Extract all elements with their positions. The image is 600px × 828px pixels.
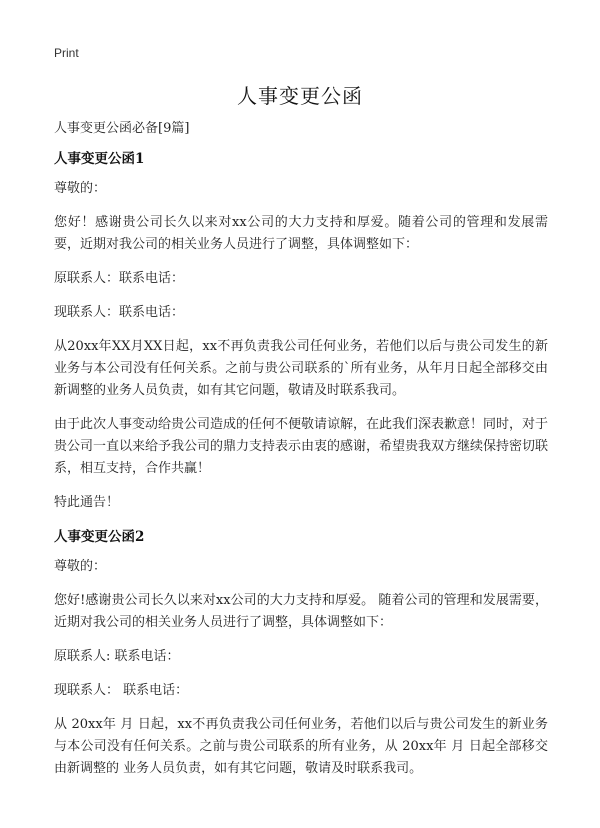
document-body: [54, 118, 548, 792]
print-label: Print: [54, 46, 79, 60]
paragraph: 从 20xx年 月 日起，xx不再负责我公司任何业务，若他们以后与贵公司发生的新业务与本公司没有任何关系。之前与贵公司联系的所有业务，从 20xx年 月 日起全部移交由新调整的 业务人员负责，如有其它问题，敬请及时联系我司。: [54, 717, 548, 776]
letter-section-1: [54, 148, 548, 514]
letter-section-2: [54, 526, 548, 780]
original-contact-line: 原联系人：联系电话：: [54, 271, 185, 286]
document-subtitle: 人事变更公函必备[9篇]: [54, 121, 190, 136]
page-title: 人事变更公函: [237, 84, 363, 108]
greeting: 尊敬的：: [54, 181, 107, 196]
original-contact-line: 原联系人: 联系电话：: [54, 649, 180, 664]
paragraph: 您好!感谢贵公司长久以来对xx公司的大力支持和厚爱。 随着公司的管理和发展需要，近期对我公司的相关业务人员进行了调整，具体调整如下：: [54, 593, 548, 630]
paragraph: 您好！感谢贵公司长久以来对xx公司的大力支持和厚爱。随着公司的管理和发展需要，近期对我公司的相关业务人员进行了调整，具体调整如下：: [54, 215, 548, 252]
paragraph: 由于此次人事变动给贵公司造成的任何不便敬请谅解，在此我们深表歉意！同时，对于贵公司一直以来给予我公司的鼎力支持表示由衷的感谢，希望贵我双方继续保持密切联系，相互支持，合作共赢！: [54, 417, 549, 476]
current-contact-line: 现联系人：联系电话：: [54, 305, 185, 320]
greeting: 尊敬的：: [54, 559, 107, 574]
closing-line: 特此通告！: [54, 495, 120, 510]
section-heading: 人事变更公函2: [54, 529, 145, 545]
paragraph: 从20xx年XX月XX日起，xx不再负责我公司任何业务，若他们以后与贵公司发生的新业务与本公司没有任何关系。之前与贵公司联系的`所有业务，从年月日起全部移交由新调整的业务人员负责，如有其它问题，敬请及时联系我司。: [54, 339, 548, 398]
current-contact-line: 现联系人： 联系电话：: [54, 683, 189, 698]
section-heading: 人事变更公函1: [54, 151, 145, 167]
